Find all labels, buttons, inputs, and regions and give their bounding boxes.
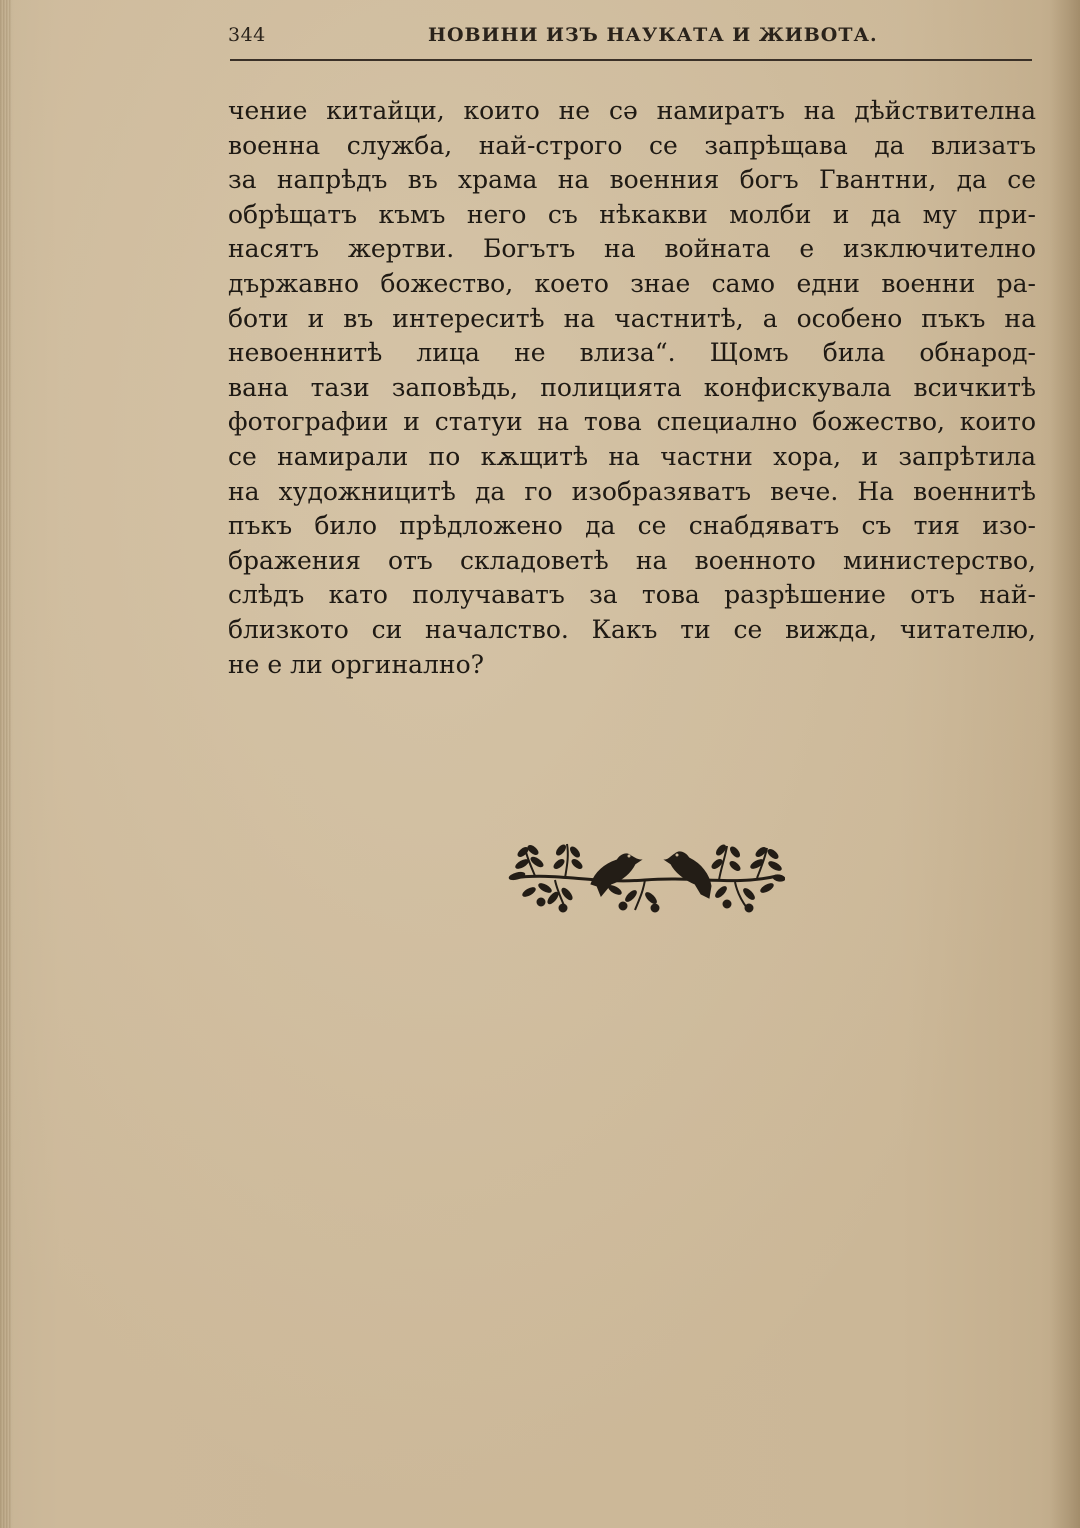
text-line: се намирали по кѫщитѣ на частни хора, и запрѣтила (228, 441, 1036, 471)
page-edge-right (1050, 0, 1080, 1528)
text-line: военна служба, най-строго се запрѣщава да влизатъ (228, 130, 1036, 160)
page-header (228, 22, 1034, 52)
body-text (228, 94, 1036, 682)
text-line: слѣдъ като получаватъ за това разрѣшение отъ най- (228, 580, 1036, 610)
text-line: насятъ жертви. Богътъ на войната е изключително (228, 234, 1036, 264)
text-line: боти и въ интереситѣ на частнитѣ, а особено пъкъ на (228, 303, 1036, 333)
page-edge-left (0, 0, 12, 1528)
text-line: близкото си началство. Какъ ти се вижда, читателю, (228, 614, 1036, 644)
text-line: държавно божество, което знае само едни военни ра- (228, 268, 1036, 298)
text-line: невоеннитѣ лица не влиза“. Щомъ била обнарод- (228, 338, 1036, 368)
running-title: НОВИНИ ИЗЪ НАУКАТА И ЖИВОТА. (428, 24, 878, 46)
text-line: фотографии и статуи на това специално божество, които (228, 407, 1036, 437)
text-line-last: не е ли оргинално? (228, 649, 485, 679)
text-line: на художницитѣ да го изобразяватъ вече. На военнитѣ (228, 476, 1036, 506)
text-line: за напрѣдъ въ храма на военния богъ Гвантни, да се (228, 165, 1036, 195)
text-line: обрѣщатъ къмъ него съ нѣкакви молби и да му при- (228, 199, 1036, 229)
text-line: вана тази заповѣдь, полицията конфискувала всичкитѣ (228, 372, 1036, 402)
text-line: чение китайци, които не сә намиратъ на дѣйствителна (228, 96, 1036, 125)
birds-and-branches-ornament-icon (505, 836, 785, 916)
header-rule (230, 59, 1032, 61)
text-line: бражения отъ складоветѣ на военното министерство, (228, 545, 1036, 575)
page-number: 344 (228, 24, 266, 46)
text-line: пъкъ било прѣдложено да се снабдяватъ съ тия изо- (228, 511, 1036, 541)
